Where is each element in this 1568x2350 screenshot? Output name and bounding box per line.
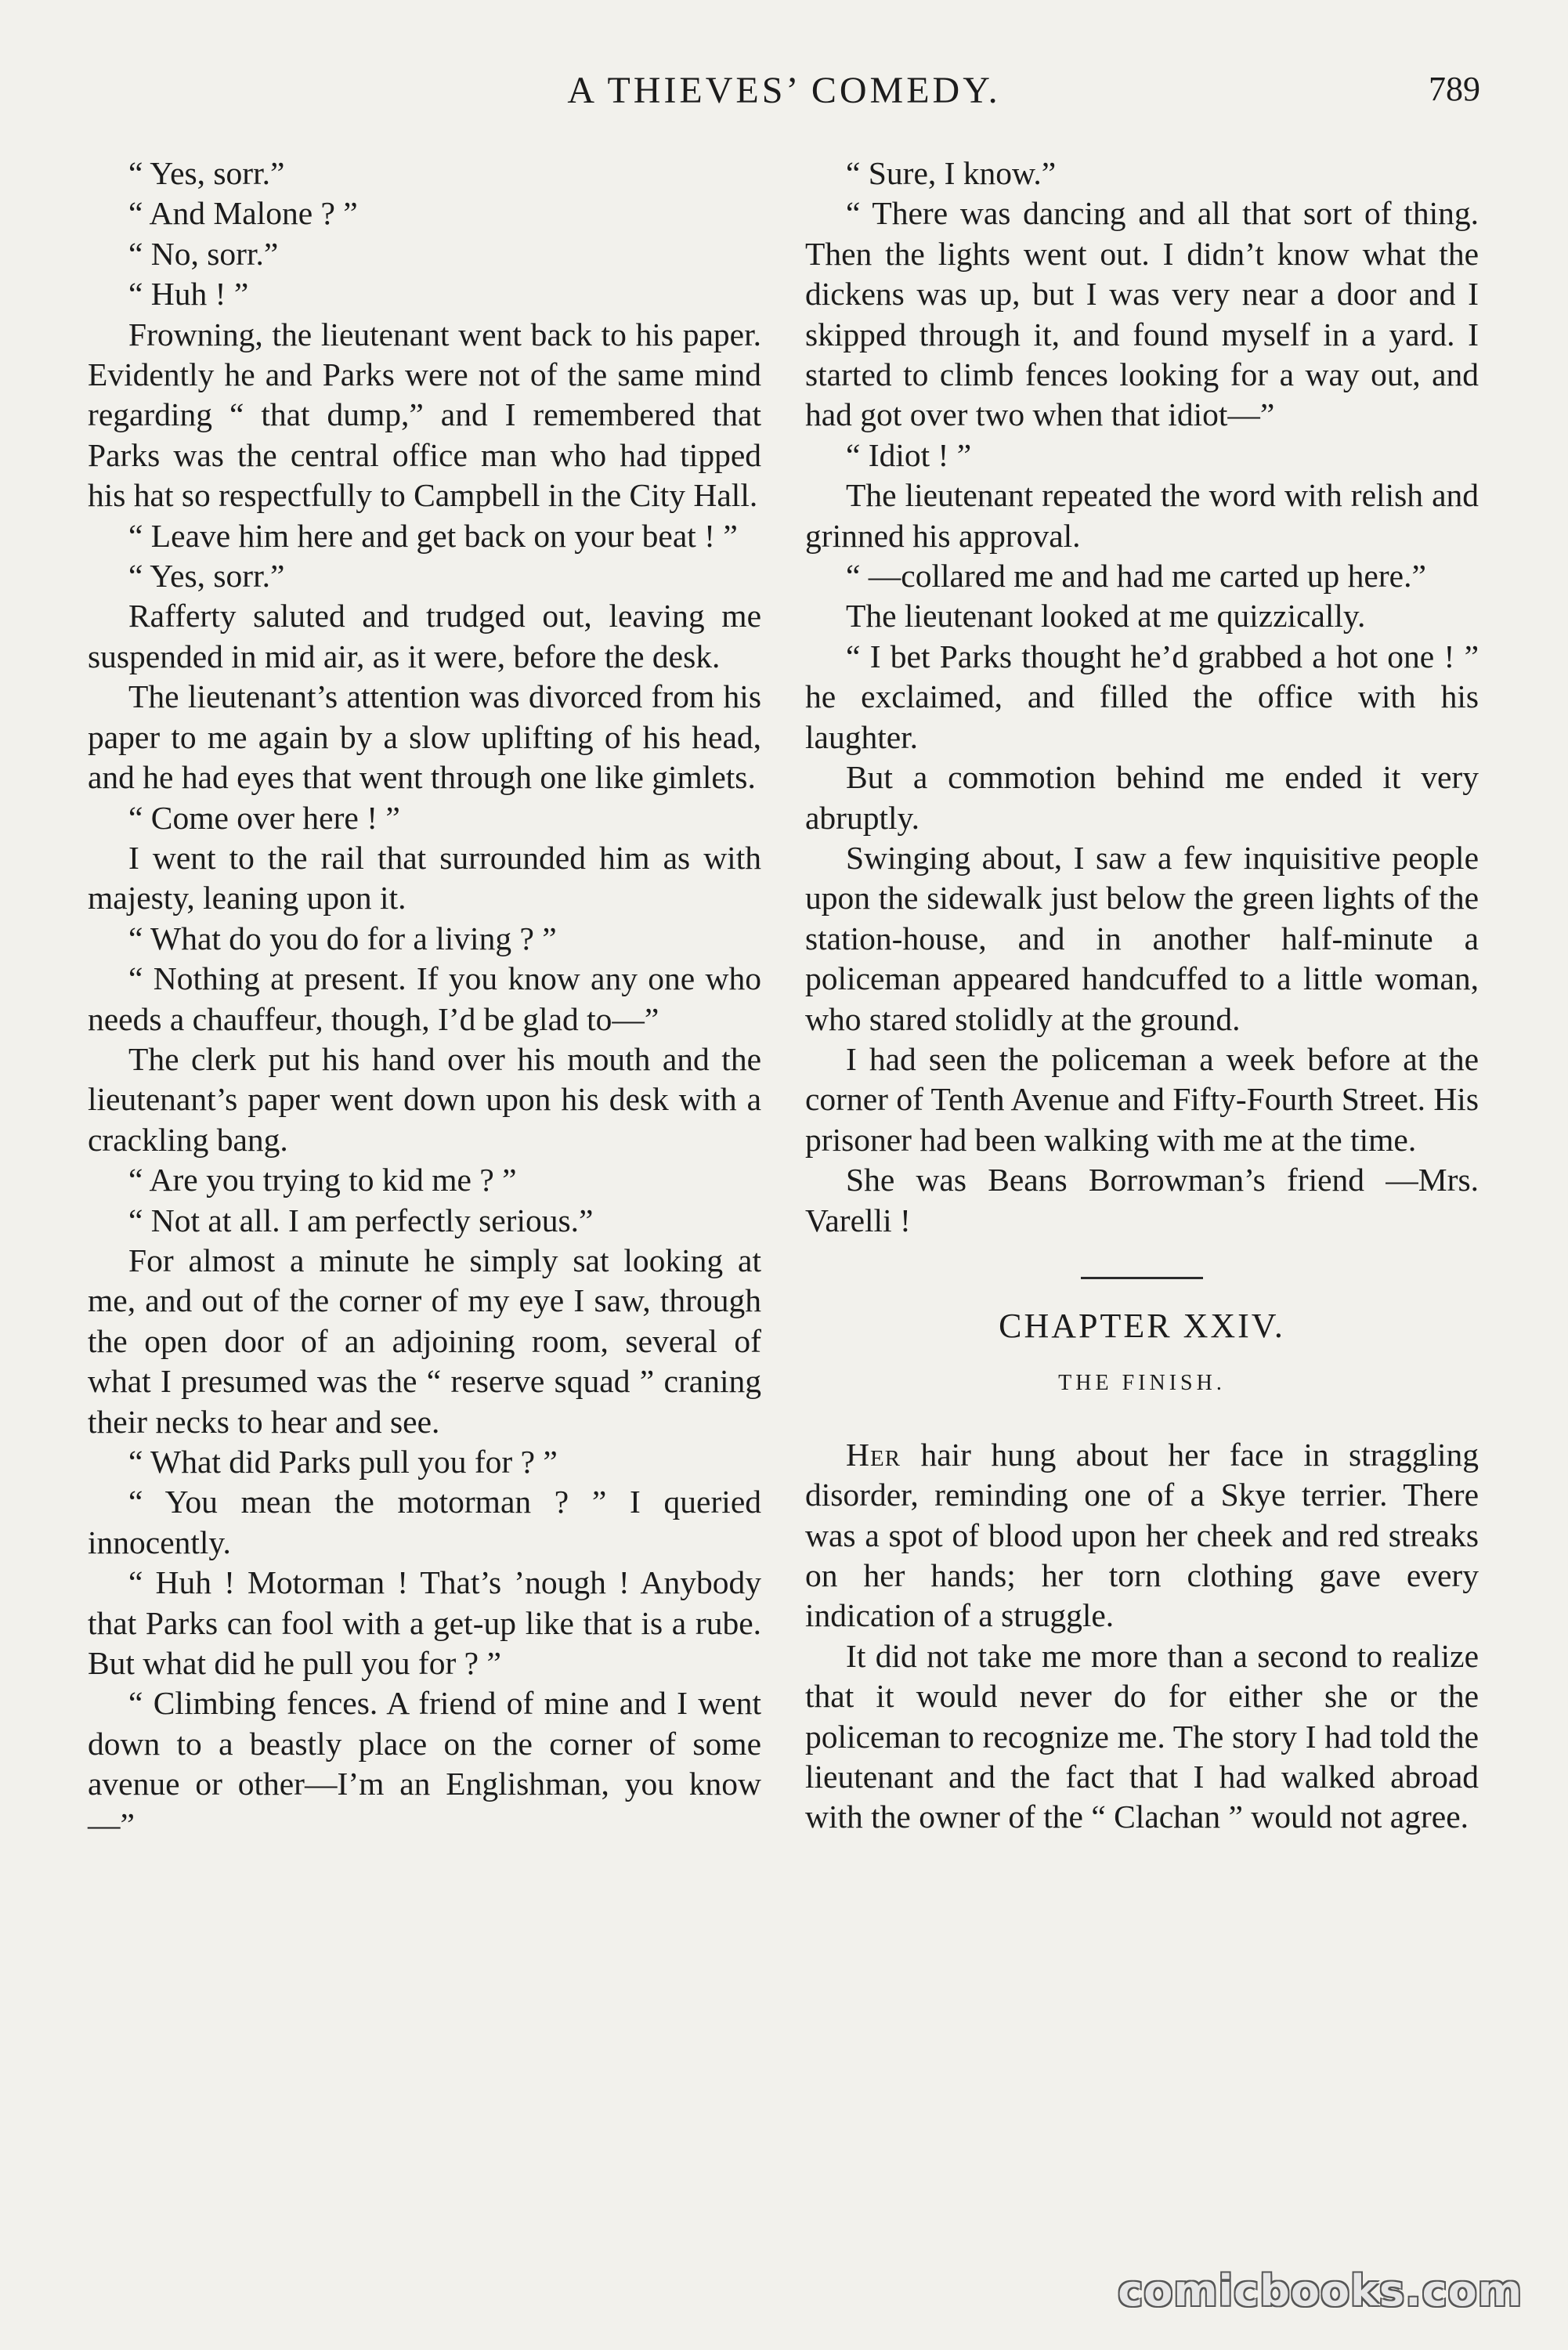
paragraph: She was Beans Borrowman’s friend —Mrs. Varelli ! (805, 1162, 1479, 1238)
paragraph: “ You mean the motorman ? ” I queried innocently. (88, 1484, 761, 1560)
paragraph: The lieutenant looked at me quizzically. (846, 598, 1366, 634)
paragraph: It did not take me more than a second to realize that it would never do for either she or the policeman to recognize me. The story I had told the lieutenant and the fact that I had walked abroad with the owner of the “ Clachan ” would not agree. (805, 1637, 1479, 1835)
chapter-title: CHAPTER XXIV. (999, 1306, 1285, 1345)
left-column (88, 154, 761, 1845)
paragraph: Rafferty saluted and trudged out, leaving me suspended in mid air, as it were, before the desk. (88, 598, 761, 674)
paragraph: “ What did Parks pull you for ? ” (128, 1444, 558, 1480)
page-header (0, 69, 1568, 124)
paragraph: “ Yes, sorr.” (128, 558, 285, 595)
paragraph: “ Sure, I know.” (846, 155, 1057, 191)
paragraph: “ I bet Parks thought he’d grabbed a hot one ! ” he exclaimed, and filled the office with his laughter. (805, 638, 1479, 755)
paragraph: For almost a minute he simply sat looking at me, and out of the corner of my eye I saw, through the open door of an adjoining room, several of what I presumed was the “ reserve squad ” craning their necks to hear and see. (88, 1242, 761, 1440)
paragraph: “ Idiot ! ” (846, 436, 972, 473)
paragraph: “ Huh ! ” (128, 276, 249, 313)
paragraph: Swinging about, I saw a few inquisitive people upon the sidewalk just below the green lights of the station-house, and in another half-minute a policeman appeared handcuffed to a little woman, who stared stolidly at the ground. (805, 839, 1479, 1037)
paragraph: “ Come over here ! ” (128, 799, 400, 836)
chapter-opening-paragraph (805, 1435, 1479, 1636)
paragraph: “ Leave him here and get back on your beat ! ” (128, 517, 738, 554)
chapter-subtitle: THE FINISH. (1058, 1371, 1226, 1396)
paragraph: The lieutenant’s attention was divorced from his paper to me again by a slow uplifting of his head, and he had eyes that went through one like gimlets. (88, 678, 761, 796)
paragraph: “ No, sorr.” (128, 235, 279, 272)
chapter-divider (1081, 1277, 1203, 1279)
paragraph: The clerk put his hand over his mouth and the lieutenant’s paper went down upon his desk with a crackling bang. (88, 1040, 761, 1158)
paragraph: “ There was dancing and all that sort of thing. Then the lights went out. I didn’t know what the dickens was up, but I was very near a door and I skipped through it, and found myself in a yard. I started to climb fences looking for a way out, and had got over two when that idiot—” (805, 195, 1479, 433)
paragraph: “ Are you trying to kid me ? ” (128, 1162, 517, 1198)
paragraph: “ —collared me and had me carted up here.” (846, 558, 1426, 595)
page-number: 789 (1429, 70, 1480, 108)
right-column (805, 154, 1479, 1838)
chapter-first-word: Her (846, 1436, 901, 1473)
paragraph: But a commotion behind me ended it very abruptly. (805, 759, 1479, 836)
paragraph: “ Yes, sorr.” (128, 155, 285, 191)
paragraph: The lieutenant repeated the word with relish and grinned his approval. (805, 477, 1479, 554)
paragraph: I went to the rail that surrounded him as with majesty, leaning upon it. (88, 839, 761, 916)
paragraph: “ And Malone ? ” (128, 195, 358, 232)
paragraph: Frowning, the lieutenant went back to his paper. Evidently he and Parks were not of the same mind regarding “ that dump,” and I remembered that Parks was the central office man who had tipped his hat so respectfully to Campbell in the City Hall. (88, 316, 761, 514)
paragraph: “ Nothing at present. If you know any one who needs a chauffeur, though, I’d be glad to—” (88, 960, 761, 1037)
paragraph: I had seen the policeman a week before at the corner of Tenth Avenue and Fifty-Fourth Street. His prisoner had been walking with me at the time. (805, 1040, 1479, 1158)
paragraph-text: hair hung about her face in straggling disorder, reminding one of a Skye terrier. There was a spot of blood upon her cheek and red streaks on her hands; her torn clothing gave every indication of a struggle. (805, 1436, 1479, 1634)
watermark-logo: comicbooks.com (1118, 2266, 1523, 2316)
running-title: A THIEVES’ COMEDY. (567, 70, 1001, 111)
paragraph: “ Not at all. I am perfectly serious.” (128, 1202, 594, 1238)
paragraph: “ What do you do for a living ? ” (128, 920, 557, 956)
paragraph: “ Climbing fences. A friend of mine and I went down to a beastly place on the corner of some avenue or other—I’m an Englishman, you know—” (88, 1685, 761, 1842)
paragraph: “ Huh ! Motorman ! That’s ’nough ! Anybody that Parks can fool with a get-up like that is a rube. But what did he pull you for ? ” (88, 1564, 761, 1682)
